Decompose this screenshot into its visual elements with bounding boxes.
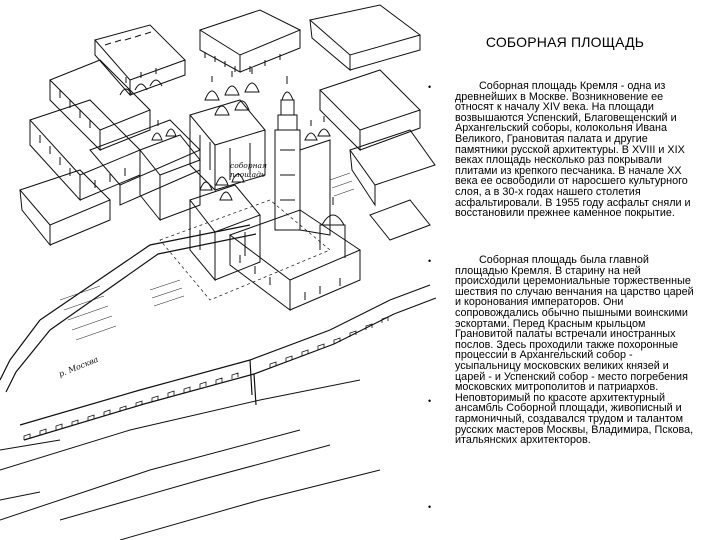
kremlin-wall [0, 225, 436, 440]
bullet-dot-4: • [428, 502, 432, 512]
top-buildings [95, 5, 420, 95]
river-label: р. Москва [57, 354, 100, 379]
palace-complex [20, 60, 200, 245]
bullet-dot-2: • [428, 256, 432, 266]
paragraph-1 [455, 81, 695, 219]
wall-buildings [230, 197, 360, 310]
bullet-dot-3: • [428, 396, 432, 406]
wall-crenellations [24, 317, 388, 440]
square-label [230, 161, 269, 179]
hatching [60, 173, 354, 340]
bullet-dot-1: • [428, 82, 432, 92]
square-label-line-2: площадь [230, 170, 265, 179]
paragraph-2 [455, 255, 695, 446]
page-title: СОБОРНАЯ ПЛОЩАДЬ [485, 34, 645, 50]
square-label-line-1: соборная [230, 161, 267, 170]
paragraph-2-text: Соборная площадь была главной площадью Кремля. В старину на ней происходили церемониальные торжественные шествия по случаю венчания на царство царей и коронования императоров. Они сопровождались обычно пышными воинскими эскортами. Перед Красным крыльцом Грановитой палаты встречали иностранных послов. Здесь проходили также похоронные процессии в Архангельский собор - усыпальницу московских великих князей и царей - и Успенский собор - место погребения московских митрополитов и патриархов. Неповторимый по красоте архитектурный ансамбль Соборной площади, живописный и гармоничный, создавался трудом и талантом русских мастеров Москвы, Владимира, Пскова, итальянских архитекторов. [455, 254, 694, 447]
paragraph-1-text: Соборная площадь Кремля - одна из древнейших в Москве. Возникновение ее относят к началу XIV века. На площади возвышаются Успенский, Благовещенский и Архангельский соборы, колокольня Ивана Великого, Грановитая палата и другие памятники русской архитектуры. В XVIII и XIX веках площадь несколько раз покрывали плитами из крепкого песчаника. В начале XX века ее освободили от наросшего культурного слоя, а в 30-х годах нашего столетия асфальтировали. В 1955 году асфальт сняли и восстановили прежнее каменное покрытие. [455, 80, 691, 220]
annunciation-cathedral [140, 120, 200, 220]
river-bank [0, 380, 380, 540]
right-buildings [320, 70, 435, 240]
